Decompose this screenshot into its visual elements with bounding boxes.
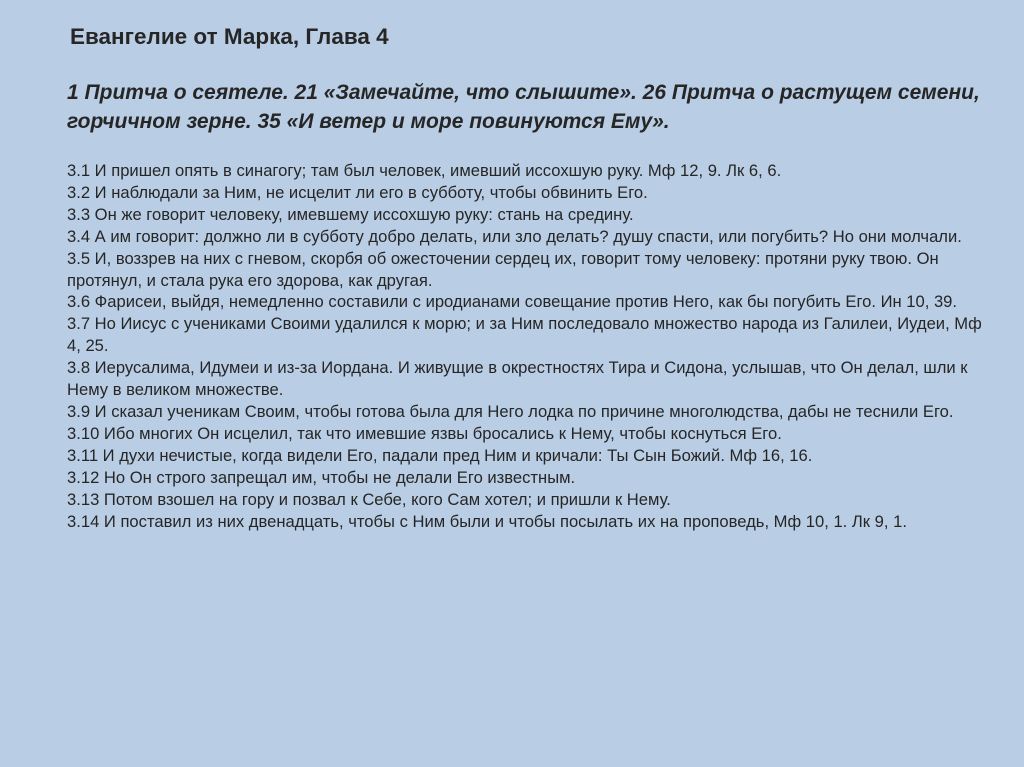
verse-item: 3.8 Иерусалима, Идумеи и из-за Иордана. И живущие в окрестностях Тира и Сидона, услышав, что Он делал, шли к Нему в великом множестве.	[67, 358, 968, 400]
slide-title: Евангелие от Марка, Глава 4	[70, 24, 389, 49]
verse-item: 3.6 Фарисеи, выйдя, немедленно составили с иродианами совещание против Него, как бы погубить Его. Ин 10, 39.	[67, 292, 958, 312]
verse-list	[67, 160, 997, 532]
verse-item: 3.4 А им говорит: должно ли в субботу добро делать, или зло делать? душу спасти, или погубить? Но они молчали.	[67, 226, 962, 246]
verse-item: 3.7 Но Иисус с учениками Своими удалился к морю; и за Ним последовало множество народа из Галилеи, Иудеи, Мф 4, 25.	[67, 314, 982, 356]
verse-item: 3.11 И духи нечистые, когда видели Его, падали пред Ним и кричали: Ты Сын Божий. Мф 16, 16.	[67, 445, 813, 465]
verse-item: 3.12 Но Он строго запрещал им, чтобы не делали Его известным.	[67, 467, 576, 487]
verse-item: 3.3 Он же говорит человеку, имевшему иссохшую руку: стань на средину.	[67, 204, 634, 224]
verse-item: 3.2 И наблюдали за Ним, не исцелит ли его в субботу, чтобы обвинить Его.	[67, 182, 648, 202]
verse-item: 3.14 И поставил из них двенадцать, чтобы с Ним были и чтобы посылать их на проповедь, Мф 10, 1. Лк 9, 1.	[67, 511, 907, 531]
chapter-summary: 1 Притча о сеятеле. 21 «Замечайте, что слышите». 26 Притча о растущем семени, горчичном зерне. 35 «И ветер и море повинуются Ему».	[67, 81, 980, 133]
verse-item: 3.5 И, воззрев на них с гневом, скорбя об ожесточении сердец их, говорит тому человеку: протяни руку твою. Он протянул, и стала рука его здорова, как другая.	[67, 248, 939, 290]
verse-item: 3.1 И пришел опять в синагогу; там был человек, имевший иссохшую руку. Мф 12, 9. Лк 6, 6.	[67, 161, 782, 180]
verse-item: 3.9 И сказал ученикам Своим, чтобы готова была для Него лодка по причине многолюдства, дабы не теснили Его.	[67, 401, 954, 421]
verse-item: 3.13 Потом взошел на гору и позвал к Себе, кого Сам хотел; и пришли к Нему.	[67, 489, 671, 509]
verse-item: 3.10 Ибо многих Он исцелил, так что имевшие язвы бросались к Нему, чтобы коснуться Его.	[67, 423, 782, 443]
